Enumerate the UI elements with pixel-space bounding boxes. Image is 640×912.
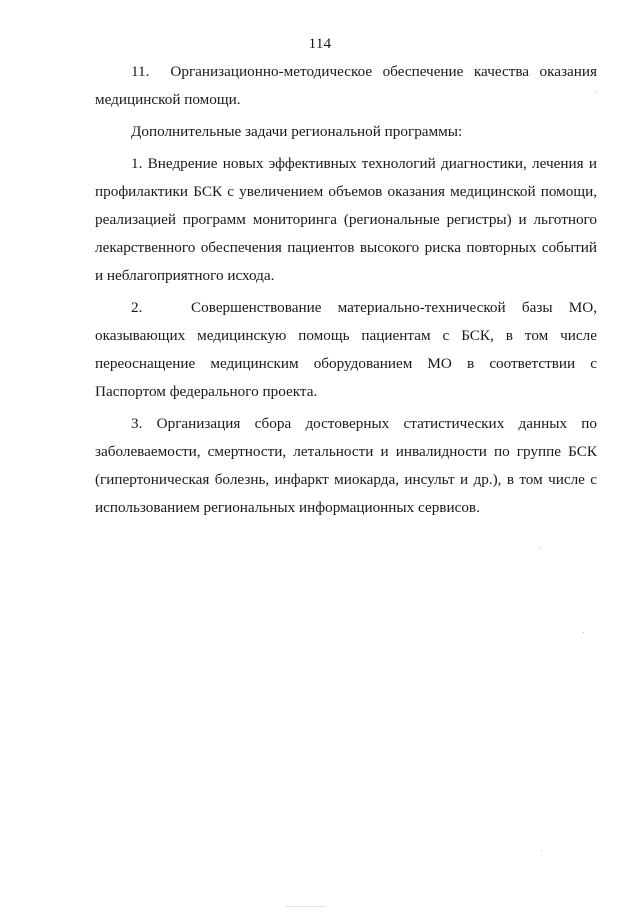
scan-speck — [286, 906, 326, 907]
document-body — [95, 58, 597, 526]
paragraph-methodical-support: 11. Организационно-методическое обеспечение качества оказания медицинской помощи. — [95, 63, 597, 108]
scan-speck — [596, 92, 597, 93]
paragraph-task-2-material-base: 2. Совершенствование материально-технической базы МО, оказывающих медицинскую помощь пациентам с БСК, в том числе переоснащение медицинским оборудованием МО в соответствии с Паспортом федерального проекта. — [95, 299, 597, 400]
paragraph-task-3-statistics: 3. Организация сбора достоверных статистических данных по заболеваемости, смертности, летальности и инвалидности по группе БСК (гипертоническая болезнь, инфаркт миокарда, инсульт и др.), в том числе с использованием региональных информационных сервисов. — [95, 415, 597, 516]
scan-speck — [541, 850, 542, 851]
scan-speck — [540, 548, 541, 549]
page-number: 114 — [308, 36, 332, 52]
paragraph-additional-tasks-heading: Дополнительные задачи региональной программы: — [131, 123, 463, 140]
scan-speck — [583, 632, 584, 633]
paragraph-task-1-new-technologies: 1. Внедрение новых эффективных технологий диагностики, лечения и профилактики БСК с увеличением объемов оказания медицинской помощи, реализацией программ мониторинга (региональные регистры) и льготного лекарственного обеспечения пациентов высокого риска повторных событий и неблагоприятного исхода. — [95, 155, 597, 284]
